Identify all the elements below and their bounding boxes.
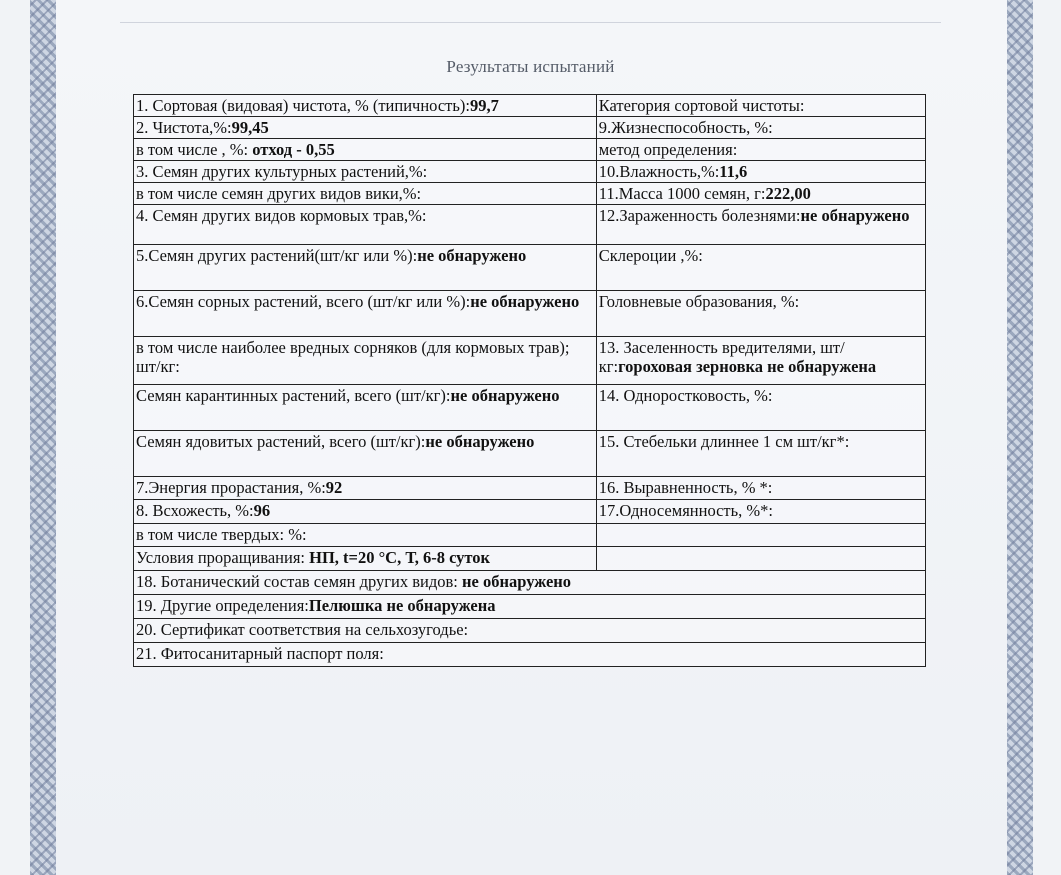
left-cell xyxy=(134,183,597,205)
left-cell-value: 99,45 xyxy=(231,118,269,137)
full-cell-label: 18. Ботанический состав семян других видов: xyxy=(136,572,463,591)
full-cell xyxy=(134,619,926,643)
full-cell-label: 20. Сертификат соответствия на сельхозугодье: xyxy=(136,620,469,639)
divider-line xyxy=(120,22,941,23)
right-cell-label: 9.Жизнеспособность, %: xyxy=(598,118,773,137)
left-cell-label: Семян карантинных растений, всего (шт/кг): xyxy=(136,386,451,405)
left-cell-value: не обнаружено xyxy=(470,292,580,311)
left-cell xyxy=(134,245,597,291)
left-cell-label: 7.Энергия прорастания, %: xyxy=(136,478,326,497)
decorative-border-right xyxy=(1007,0,1033,875)
left-cell-value: 96 xyxy=(253,501,271,520)
right-cell-label: 15. Стебельки длиннее 1 см шт/кг*: xyxy=(598,432,850,451)
right-cell xyxy=(596,95,925,117)
full-cell-label: 21. Фитосанитарный паспорт поля: xyxy=(136,644,384,663)
right-cell-label: 14. Одноростковость, %: xyxy=(598,386,773,405)
left-cell-label: 4. Семян других видов кормовых трав,%: xyxy=(136,206,427,225)
right-cell-label: 12.Зараженность болезнями: xyxy=(598,206,801,225)
right-cell-label: 10.Влажность,%: xyxy=(598,162,720,181)
right-cell xyxy=(596,205,925,245)
left-cell-label: 8. Всхожесть, %: xyxy=(136,501,254,520)
right-cell-label: 16. Выравненность, % *: xyxy=(598,478,773,497)
right-cell xyxy=(596,291,925,337)
left-cell-label: в том числе семян других видов вики,%: xyxy=(136,184,422,203)
table-row xyxy=(134,524,926,547)
left-cell xyxy=(134,500,597,524)
right-cell xyxy=(596,245,925,291)
table-row-full xyxy=(134,571,926,595)
right-cell xyxy=(596,183,925,205)
table-row-full xyxy=(134,643,926,667)
table-row xyxy=(134,117,926,139)
right-cell xyxy=(596,524,925,547)
decorative-border-left xyxy=(30,0,56,875)
table-row xyxy=(134,291,926,337)
right-cell xyxy=(596,547,925,571)
right-cell xyxy=(596,337,925,385)
left-cell-label: 2. Чистота,%: xyxy=(136,118,232,137)
left-cell-label: в том числе , %: xyxy=(136,140,253,159)
table-row xyxy=(134,547,926,571)
left-cell xyxy=(134,477,597,500)
right-cell xyxy=(596,139,925,161)
left-cell-value: отход - 0,55 xyxy=(252,140,335,159)
full-cell-label: 19. Другие определения: xyxy=(136,596,309,615)
left-cell-value: 92 xyxy=(325,478,343,497)
table-row xyxy=(134,477,926,500)
right-cell-value: не обнаружено xyxy=(800,206,910,225)
left-cell xyxy=(134,337,597,385)
full-cell xyxy=(134,643,926,667)
left-cell-value: НП, t=20 °С, Т, 6-8 суток xyxy=(309,548,491,567)
left-cell-label: Условия проращивания: xyxy=(136,548,310,567)
left-cell xyxy=(134,95,597,117)
full-cell xyxy=(134,571,926,595)
left-cell xyxy=(134,117,597,139)
left-cell-label: 1. Сортовая (видовая) чистота, % (типичность): xyxy=(136,96,470,115)
left-cell xyxy=(134,291,597,337)
left-cell xyxy=(134,139,597,161)
left-cell-value: не обнаружено xyxy=(425,432,535,451)
left-cell xyxy=(134,205,597,245)
left-cell-value: не обнаружено xyxy=(417,246,527,265)
table-row xyxy=(134,337,926,385)
right-cell xyxy=(596,431,925,477)
right-cell xyxy=(596,477,925,500)
full-cell xyxy=(134,595,926,619)
left-cell-value: 99,7 xyxy=(469,96,499,115)
table-row xyxy=(134,139,926,161)
left-cell-value: не обнаружено xyxy=(450,386,560,405)
left-cell xyxy=(134,431,597,477)
results-table xyxy=(133,94,926,667)
table-row xyxy=(134,161,926,183)
right-cell-label: 17.Односемянность, %*: xyxy=(598,501,774,520)
right-cell xyxy=(596,500,925,524)
right-cell xyxy=(596,161,925,183)
left-cell-label: Семян ядовитых растений, всего (шт/кг): xyxy=(136,432,426,451)
right-cell-label: Склероции ,%: xyxy=(598,246,703,265)
table-row xyxy=(134,385,926,431)
table-row xyxy=(134,245,926,291)
page-title: Результаты испытаний xyxy=(446,57,615,76)
right-cell-value: 11,6 xyxy=(719,162,748,181)
table-row xyxy=(134,500,926,524)
left-cell-label: в том числе наиболее вредных сорняков (для кормовых трав); шт/кг: xyxy=(136,338,570,376)
table-row xyxy=(134,431,926,477)
right-cell-value: гороховая зерновка не обнаружена xyxy=(618,357,877,376)
right-cell-label: 11.Масса 1000 семян, г: xyxy=(598,184,766,203)
left-cell-label: в том числе твердых: %: xyxy=(136,525,307,544)
left-cell-label: 3. Семян других культурных растений,%: xyxy=(136,162,428,181)
right-cell xyxy=(596,117,925,139)
right-cell xyxy=(596,385,925,431)
left-cell xyxy=(134,547,597,571)
right-cell-label: Категория сортовой чистоты: xyxy=(598,96,805,115)
table-row-full xyxy=(134,619,926,643)
table-row xyxy=(134,183,926,205)
left-cell xyxy=(134,161,597,183)
table-row xyxy=(134,95,926,117)
right-cell-label: метод определения: xyxy=(598,140,738,159)
left-cell xyxy=(134,524,597,547)
right-cell-label: Головневые образования, %: xyxy=(598,292,800,311)
right-cell-label: 13. Заселенность вредителями, шт/кг: xyxy=(598,338,845,376)
left-cell-label: 6.Семян сорных растений, всего (шт/кг или %): xyxy=(136,292,471,311)
full-cell-value: Пелюшка не обнаружена xyxy=(308,596,496,615)
table-row xyxy=(134,205,926,245)
full-cell-value: не обнаружено xyxy=(462,572,572,591)
left-cell-label: 5.Семян других растений(шт/кг или %): xyxy=(136,246,418,265)
left-cell xyxy=(134,385,597,431)
table-row-full xyxy=(134,595,926,619)
right-cell-value: 222,00 xyxy=(765,184,811,203)
